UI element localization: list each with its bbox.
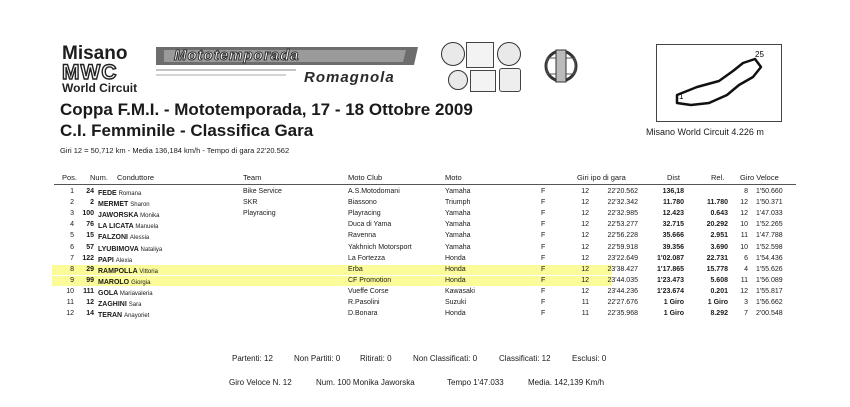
cell-laps: 12 [581,287,589,295]
club-badge-2-icon [497,42,521,66]
cell-rel: 3.690 [710,243,728,251]
cell-num: 29 [86,265,94,273]
cell-dist: 11.780 [662,199,684,207]
cell-num: 111 [83,287,94,295]
cell-best-lap-number: 12 [740,287,748,295]
fastest-lap-number: Giro Veloce N. 12 [229,378,292,387]
cell-best-lap-number: 12 [740,199,748,207]
rider-surname: FEDE [98,190,119,197]
banner-line-1: Mototemporada [174,47,300,64]
cell-rel: 5.608 [710,276,728,284]
rider-firstname: Giorgia [131,279,151,286]
track-end-label: 25 [755,50,764,59]
summary-esclusi: Esclusi: 0 [572,354,607,363]
cell-best-lap: 2'00.548 [756,310,783,318]
rider-surname: MERMET [98,201,131,209]
cell-rider [98,255,132,264]
cell-class: F [541,287,546,295]
cell-pos: 5 [70,232,74,240]
cell-pos: 8 [70,265,74,273]
cell-rider [98,277,150,286]
cell-rider [98,299,141,308]
cell-laps: 12 [581,221,589,229]
table-row [0,232,850,243]
cell-num: 2 [90,199,94,207]
cell-time: 23'38.427 [607,265,638,273]
cell-club: Vueffe Corse [348,287,389,295]
cell-pos: 3 [70,210,74,218]
cell-bike: Honda [445,254,466,262]
rider-surname: LA LICATA [98,223,136,231]
cell-dist: 35.666 [662,232,684,240]
cell-rel: 2.951 [710,232,728,240]
cell-rel: 8.292 [710,310,728,318]
table-row [0,288,850,299]
cell-rider [98,288,153,297]
cell-rider [98,199,150,208]
cell-num: 76 [86,221,94,229]
cell-pos: 12 [66,310,74,318]
cell-pos: 4 [70,221,74,229]
cell-club: A.S.Motodomani [348,188,400,195]
rider-surname: TERAN [98,312,125,320]
col-gap-prev: Rel. [711,173,725,182]
logo-line-3: World Circuit [62,81,138,95]
cell-pos: 9 [70,276,74,284]
cell-laps: 12 [581,188,589,195]
cell-rider [98,244,162,253]
cell-team: Bike Service [243,188,282,195]
page-subtitle: C.I. Femminile - Classifica Gara [60,121,314,140]
cell-time: 22'27.676 [607,299,638,306]
fastest-lap-rider: Num. 100 Monika Jaworska [316,378,415,387]
rider-firstname: Alessia [129,235,150,242]
rider-firstname: Romana [118,191,142,197]
cell-laps: 12 [581,254,589,262]
cell-dist: 136,18 [662,188,684,195]
cell-time: 22'53.277 [607,221,638,229]
rider-surname: ZAGHINI [98,301,129,308]
cell-num: 99 [86,276,94,284]
fastest-lap-time: Tempo 1'47.033 [447,378,504,387]
rider-surname: MAROLO [98,278,132,286]
cell-best-lap: 1'47.033 [756,210,783,218]
cell-best-lap-number: 4 [744,265,748,273]
rider-firstname: Anayoriet [124,313,150,320]
cell-pos: 6 [70,243,74,251]
cell-best-lap: 1'56.662 [756,299,783,306]
club-badge-3-icon [448,70,468,90]
col-bike: Moto [445,173,462,182]
rider-firstname: Alexia [115,257,133,264]
race-summary [0,354,850,366]
cell-laps: 12 [581,232,589,240]
cell-rider [98,232,149,241]
cell-best-lap: 1'50.371 [756,199,783,207]
cell-rel: 20.292 [706,221,728,229]
cell-best-lap-number: 10 [740,221,748,229]
cell-class: F [541,188,546,195]
cell-pos: 1 [70,188,74,195]
cell-best-lap: 1'55.626 [756,265,783,273]
cell-class: F [541,232,546,240]
col-club: Moto Club [348,173,383,182]
col-team: Team [243,173,262,182]
club-badge-icon [441,42,465,66]
cell-class: F [541,199,546,207]
cell-num: 15 [86,232,94,240]
cell-club: R.Pasolini [348,299,380,306]
table-row [0,221,850,232]
cell-pos: 2 [70,199,74,207]
cell-best-lap: 1'54.436 [756,254,783,262]
rider-surname: GOLA [98,289,120,297]
fastest-lap-info [0,378,850,390]
summary-partenti: Partenti: 12 [232,354,273,363]
col-gap-total: Dist [667,173,680,182]
col-best-lap: Giro Veloce [740,173,779,182]
rider-surname: PAPI [98,256,116,264]
cell-num: 24 [86,188,94,195]
club-crest-icon [466,42,494,68]
cell-club: D.Bonara [348,310,378,318]
cell-time: 22'35.968 [607,310,638,318]
cell-laps: 12 [581,276,589,284]
rider-surname: LYUBIMOVA [98,245,141,253]
cell-rider [98,188,141,197]
rider-firstname: Sharon [130,202,150,209]
col-rider: Conduttore [117,173,155,182]
cell-class: F [541,276,546,284]
cell-club: Erba [348,265,363,273]
table-row [0,199,850,210]
cell-dist: 1'02.087 [657,254,684,262]
cell-club: Duca di Yama [348,221,392,229]
club-crest-2-icon [470,70,496,92]
cell-club: Playracing [348,210,381,218]
cell-bike: Honda [445,276,466,284]
cell-dist: 1 Giro [663,299,684,306]
summary-classificati: Classificati: 12 [499,354,551,363]
cell-bike: Honda [445,265,466,273]
cell-rel: 0.643 [710,210,728,218]
cell-best-lap-number: 6 [744,254,748,262]
fastest-lap-speed: Media. 142,139 Km/h [528,378,605,387]
cell-bike: Honda [445,310,466,318]
cell-bike: Yamaha [445,210,471,218]
mototemporada-banner [156,45,426,93]
cell-club: Ravenna [348,232,377,240]
cell-best-lap-number: 10 [740,243,748,251]
rider-firstname: Monika [140,213,160,220]
logo-line-2: MWC [62,61,118,84]
cell-club: Yakhnich Motorsport [348,243,412,251]
club-emblem-icon [499,68,521,92]
cell-time: 23'44.035 [607,276,638,284]
cell-team: Playracing [243,210,276,218]
cell-laps: 12 [581,210,589,218]
page-title: Coppa F.M.I. - Mototemporada, 17 - 18 Ottobre 2009 [60,100,473,119]
header-divider [54,184,796,185]
cell-rel: 1 Giro [707,299,728,306]
cell-time: 22'56.228 [607,232,638,240]
cell-bike: Yamaha [445,232,471,240]
cell-dist: 39.356 [662,243,684,251]
cell-class: F [541,299,546,306]
cell-club: CF Promotion [348,276,392,284]
cell-time: 22'20.562 [607,188,638,195]
cell-dist: 12.423 [662,210,684,218]
fmi-emblem-icon [541,46,581,86]
table-row [0,277,850,288]
cell-bike: Yamaha [445,221,471,229]
cell-class: F [541,310,546,318]
cell-laps: 11 [581,310,589,318]
rider-surname: JAWORSKA [98,212,141,220]
rider-surname: RAMPOLLA [98,267,140,275]
cell-best-lap-number: 11 [740,232,748,240]
cell-best-lap: 1'52.265 [756,221,783,229]
cell-rel: 11.780 [706,199,728,207]
cell-laps: 12 [581,265,589,273]
cell-num: 100 [82,210,94,218]
table-row [0,244,850,255]
cell-laps: 12 [581,243,589,251]
cell-num: 12 [86,299,94,306]
cell-num: 122 [82,254,94,262]
cell-pos: 7 [70,254,74,262]
col-laps-time: Giri ipo di gara [577,173,626,182]
table-row [0,188,850,199]
table-row [0,255,850,266]
table-row [0,266,850,277]
cell-time: 22'59.918 [607,243,638,251]
logo-line-1: Misano [62,43,128,64]
cell-pos: 10 [66,287,74,295]
cell-rel: 15.778 [706,265,728,273]
cell-bike: Suzuki [445,299,467,306]
cell-best-lap: 1'55.817 [756,287,783,295]
cell-bike: Yamaha [445,188,471,195]
circuit-info: Misano World Circuit 4.226 m [646,127,764,137]
cell-laps: 11 [581,299,589,306]
cell-best-lap: 1'56.089 [756,276,783,284]
cell-best-lap-number: 12 [740,210,748,218]
cell-bike: Triumph [445,199,471,207]
table-row [0,299,850,310]
cell-class: F [541,221,546,229]
rider-surname: FALZONI [98,234,130,242]
rider-firstname: Nataliya [140,246,163,253]
rider-firstname: Mariavaleria [119,290,153,297]
banner-line-2: Romagnola [304,69,395,86]
cell-time: 23'22.649 [607,254,638,262]
col-num: Num. [90,173,108,182]
cell-dist: 32.715 [662,221,684,229]
cell-club: Biassono [348,199,377,207]
cell-rider [98,210,159,219]
track-map [656,44,782,122]
race-info: Giri 12 = 50,712 km - Media 136,184 km/h - Tempo di gara 22'20.562 [60,146,290,155]
cell-dist: 1'23.473 [657,276,684,284]
cell-time: 22'32.985 [607,210,638,218]
cell-dist: 1 Giro [663,310,684,318]
table-row [0,310,850,321]
cell-rel: 22.731 [706,254,728,262]
cell-best-lap-number: 11 [740,276,748,284]
misano-logo [62,44,152,95]
summary-non-partiti: Non Partiti: 0 [294,354,341,363]
cell-dist: 1'23.674 [657,287,684,295]
cell-team: SKR [243,199,258,207]
cell-best-lap-number: 3 [744,299,748,306]
cell-class: F [541,210,546,218]
cell-best-lap: 1'50.660 [756,188,783,195]
rider-firstname: Vittoria [139,268,158,275]
rider-firstname: Manuela [135,224,159,231]
cell-rider [98,221,158,230]
cell-laps: 12 [581,199,589,207]
table-row [0,210,850,221]
cell-rider [98,310,149,319]
cell-class: F [541,254,546,262]
cell-num: 57 [86,243,94,251]
cell-rel: 0.201 [710,287,728,295]
cell-dist: 1'17.865 [657,265,684,273]
cell-best-lap: 1'52.598 [756,243,783,251]
cell-club: La Fortezza [348,254,385,262]
track-start-label: 1 [679,92,684,101]
cell-class: F [541,265,546,273]
cell-best-lap: 1'47.788 [756,232,783,240]
summary-non-classificati: Non Classificati: 0 [413,354,478,363]
cell-best-lap-number: 7 [744,310,748,318]
cell-time: 23'44.236 [607,287,638,295]
col-pos: Pos. [62,173,78,182]
cell-pos: 11 [66,299,74,306]
rider-firstname: Sara [128,302,142,308]
cell-time: 22'32.342 [607,199,638,207]
cell-rider [98,266,158,275]
cell-num: 14 [86,310,94,318]
cell-best-lap-number: 8 [744,188,748,195]
cell-bike: Yamaha [445,243,471,251]
summary-ritirati: Ritirati: 0 [360,354,392,363]
cell-class: F [541,243,546,251]
cell-bike: Kawasaki [445,287,475,295]
